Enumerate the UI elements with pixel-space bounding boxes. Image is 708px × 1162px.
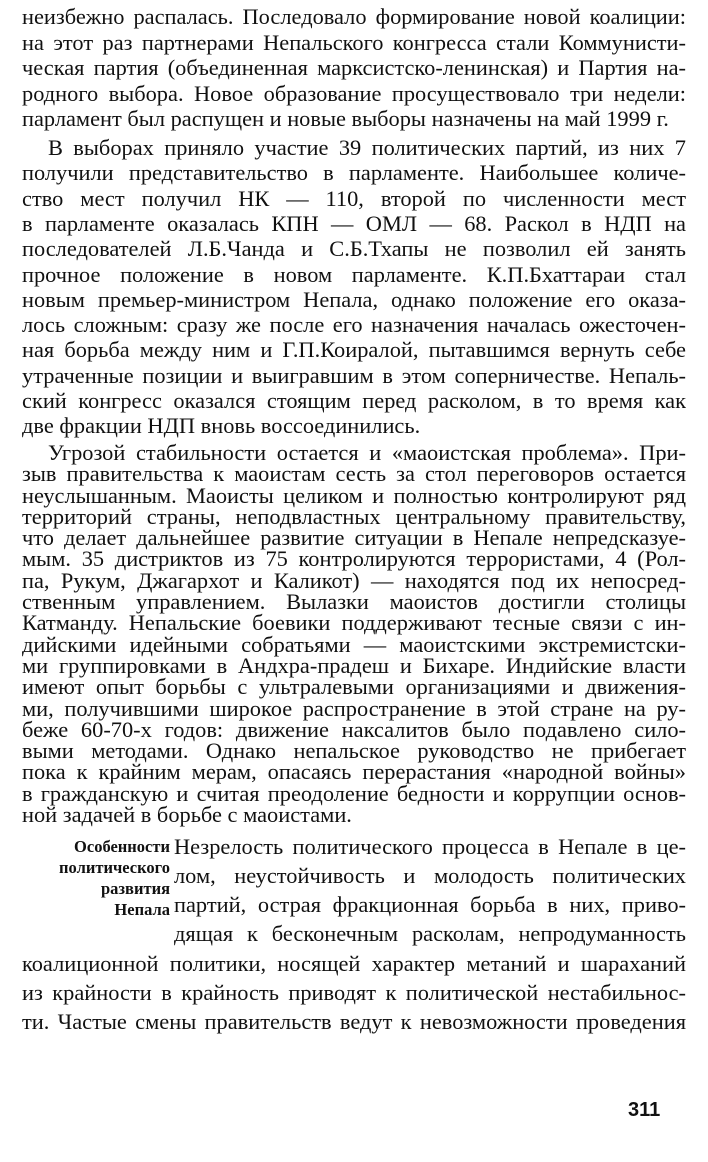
text-line: последователей Л.Б.Чанда и С.Б.Тхапы не позволил ей занять [22, 236, 686, 261]
text-line: парламент был распущен и новые выборы назначены на май 1999 г. [22, 106, 669, 131]
text-line: неизбежно распалась. Последовало формирование новой коалиции: [22, 4, 686, 29]
text-line: новым премьер-министром Непала, однако положение его оказа- [22, 287, 686, 312]
text-line: В выборах приняло участие 39 политических партий, из них 7 [48, 135, 686, 160]
page-number: 311 [628, 1099, 661, 1121]
text-line: коалиционной политики, носящей характер метаний и шараханий [22, 951, 686, 976]
text-line: ная борьба между ним и Г.П.Коиралой, пытавшимся вернуть себе [22, 337, 686, 362]
text-line: па, Рукум, Джагархот и Каликот) — находятся под их непосред- [22, 568, 686, 593]
sidebar-heading-line: политического [59, 858, 170, 877]
text-line: Угрозой стабильности остается и «маоистская проблема». При- [48, 440, 686, 465]
text-line: на этот раз партнерами Непальского конгресса стали Коммунисти- [22, 30, 686, 55]
text-line: выми методами. Однако непальское руководство не прибегает [22, 738, 686, 763]
text-line: что делает дальнейшее развитие ситуации в Непале непредсказуе- [22, 525, 686, 550]
text-line: пока к крайним мерам, опасаясь перерастания «народной войны» [22, 759, 686, 784]
sidebar-heading-line: Непала [114, 900, 170, 919]
text-line: неуслышанным. Маоисты целиком и полностью контролируют ряд [22, 483, 686, 508]
text-line: ти. Частые смены правительств ведут к невозможности проведения [22, 1009, 686, 1034]
text-line: две фракции НДП вновь воссоединились. [22, 413, 421, 438]
text-line: ственным управлением. Вылазки маоистов достигли столицы [22, 589, 686, 614]
text-line: беже 60-70-х годов: движение наксалитов было подавлено сило- [22, 717, 686, 742]
text-line: получили представительство в парламенте. Наибольшее количе- [22, 160, 686, 185]
text-line: ми, получившими широкое распространение в этой стране на ру- [22, 696, 686, 721]
text-line: лось сложным: сразу же после его назначения началась ожесточен- [22, 312, 686, 337]
text-line: Катманду. Непальские боевики поддерживают тесные связи с ин- [22, 610, 686, 635]
text-line: ский конгресс оказался стоящим перед расколом, в то время как [22, 388, 686, 413]
text-line: лом, неустойчивость и молодость политических [174, 863, 686, 888]
text-line: имеют опыт борьбы с ультралевыми организациями и движения- [22, 674, 686, 699]
text-line: из крайности в крайность приводят к политической нестабильнос- [22, 980, 686, 1005]
text-line: ческая партия (объединенная марксистско-ленинская) и Партия на- [22, 55, 686, 80]
text-line: дийскими идейными собратьями — маоистскими экстремистски- [22, 632, 686, 657]
text-line: мым. 35 дистриктов из 75 контролируются террористами, 4 (Рол- [22, 546, 686, 571]
text-line: прочное положение в новом парламенте. К.П.Бхаттараи стал [22, 262, 686, 287]
text-line: утраченные позиции и выигравшим в этом соперничестве. Непаль- [22, 363, 686, 388]
text-line: дящая к бесконечным расколам, непродуманность [174, 921, 686, 946]
text-line: ми группировками в Андхра-прадеш и Бихаре. Индийские власти [22, 653, 686, 678]
text-line: ство мест получил НК — 110, второй по численности мест [22, 186, 686, 211]
text-line: ной задачей в борьбе с маоистами. [22, 802, 352, 827]
text-line: в гражданскую и считая преодоление бедности и коррупции основ- [22, 781, 686, 806]
text-line: в парламенте оказалась КПН — ОМЛ — 68. Раскол в НДП на [22, 211, 686, 236]
sidebar-heading-line: Особенности [74, 837, 170, 856]
sidebar-heading-line: развития [100, 879, 170, 898]
text-line: территорий страны, неподвластных центральному правительству, [22, 504, 686, 529]
text-line: партий, острая фракционная борьба в них, приво- [174, 892, 686, 917]
text-line: зыв правительства к маоистам сесть за стол переговоров остается [22, 461, 686, 486]
text-line: родного выбора. Новое образование просуществовало три недели: [22, 81, 686, 106]
text-line: Незрелость политического процесса в Непале в це- [174, 834, 686, 859]
sidebar-heading [28, 836, 170, 920]
